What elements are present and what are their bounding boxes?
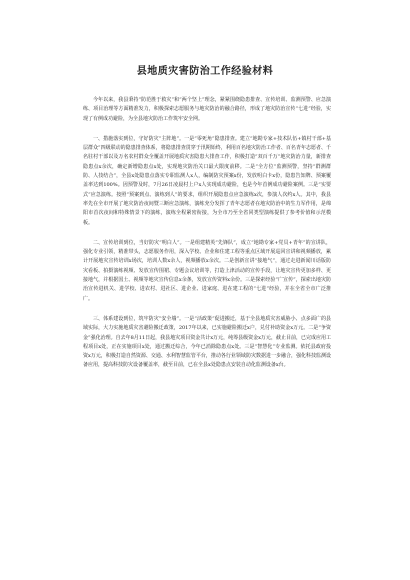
paragraph-measures: 一、措施落实到位，守好防灾“主阵地”。一是“零死角”隐患排查。建立“地勘专家+技术队伍+镇村干部+基层群众”四级联动的隐患排查体系，将隐患排查贯穿于汛期始终，利用百名地灾防治工作者、百名青年志愿者、千名驻村干部以及万名农村群众全覆盖开展地质灾害隐患大排查工作，积极打造“双百千万”地灾防治力量，新排查隐患点x余次，确定新增隐患点x处，实现地灾防治关口最大限度前移。二是“全方位”监测预警，坚持“群测群防、人技结合”，全县x处隐患点落实专职监测人x人，编制防灾预案x份，发放明白卡x份，隐患告知牌、预案覆盖率达到100%。因预警及时，7月26日凌晨村上户x人实现成功避险，也是今年首例成功避险案例。三是“实要式”应急演练。按照“预案到点、演练到人”的要求，组织开展隐患点应急演练x次，参演人次约x人。其中，我县率先在全市开展了地灾防治夜间暨三断应急演练，演练充分发挥了青年志愿者在地灾防治中的生力军作用，是绵阳市首次夜间和特殊情景下的演练，演练全程紧密衔接，为全市乃至全省同类型演练提供了参考价值和示范模板。	[83, 135, 331, 226]
paragraph-system: 三、体系建设到位，筑牢防灾“安全墙”。一是“活政策”促进搬迁，基于全县地质灾害威胁小、点多面广的县域实际，大力实施地质灾害避险搬迁政策，2017年以来，已实施避险搬迁x户，兑付补助资金x万元。二是“争资金”强化治理。自去年8月11日起，我县地灾项目资金共计x万元，纯筹县级资金x万元，截止目前，已完成应用工程项目x处，正在实施项目x处，通过搬迁综合，今年已消除隐患点x处。三是“智慧化”专业监测。依托县政府投资x万元，积极打造自然资源、交通、水利智慧监管平台，推动各行业领域防灾数据进一步融合，强化科技监测设备应用，提高科技防灾设备覆盖率，截至目前，已在全县x处隐患点安装自动化监测设备x台。	[83, 315, 331, 369]
document-body	[83, 96, 331, 382]
document-title: 县地质灾害防治工作经验材料	[136, 66, 274, 77]
paragraph-intro: 今年以来，我县秉持“防范胜于救灾”和“两个坚上”理念，紧紧围绕隐患排查、宣传培训、监测预警、应急演练、项目治理等方面精准发力，积极探索志愿服务与地灾防治的融合路径，形成了地灾防治宣传“七进”经验，实现了有例成功避险，为全县地灾防治工作筑牢安全网。	[83, 97, 331, 122]
paragraph-publicity: 二、宣传培训到位，当好防灾“明白人”。一是组建精英“先锋队”，成立“地勘专家+党员+青年”的宣讲队，强化专业引领，精准带头，志愿服务作用，深入学校、企业和住建工程等重点区域开展巡回宣讲和视频播放，累计开展地灾宣传培训x场次，培训人数x余人，视频播放x余次。二是创新宣讲“接地气”，通过走进新闻川话版防灾看板、拍摄演练视频、发放宣传围裙、专题会议培训等，打造上津活动的宣传手段，让地灾宣传更加多样、更接地气，并根据国土、视频等地灾宣传信息x余条，发放宣传资料x余份。三是探索经验“广宣传”，探索出地灾防治宣传进机关、进学校、进农村、进社区、进企业、进家庭、进在建工程的“七进”经验，并在全省全市广泛推广。	[83, 239, 331, 302]
